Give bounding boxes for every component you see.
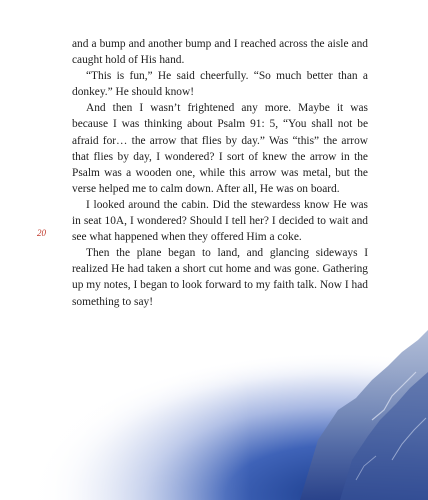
- paragraph: And then I wasn’t frightened any more. Maybe it was because I was thinking about Psalm 91: 5, “You shall not be afraid for… the arrow that flies by day.” Was “this” the arrow that flies by day, I wondered? I sort of knew the arrow in the Psalm was a wooden one, while this arrow was metal, but the verse helped me to calm down. After all, He was on board.: [72, 102, 368, 195]
- paragraph: I looked around the cabin. Did the stewardess know He was in seat 10A, I wondered? Should I tell her? I decided to wait and see what happened when they offered Him a coke.: [72, 198, 368, 244]
- page-number: 20: [37, 228, 46, 238]
- paragraph: “This is fun,” He said cheerfully. “So much better than a donkey.” He should know!: [72, 70, 368, 99]
- paragraph: and a bump and another bump and I reached across the aisle and caught hold of His hand.: [72, 38, 368, 67]
- paragraph: Then the plane began to land, and glancing sideways I realized He had taken a short cut home and was gone. Gathering up my notes, I began to look forward to my faith talk. Now I had something to say!: [72, 247, 368, 308]
- body-text: [72, 36, 368, 310]
